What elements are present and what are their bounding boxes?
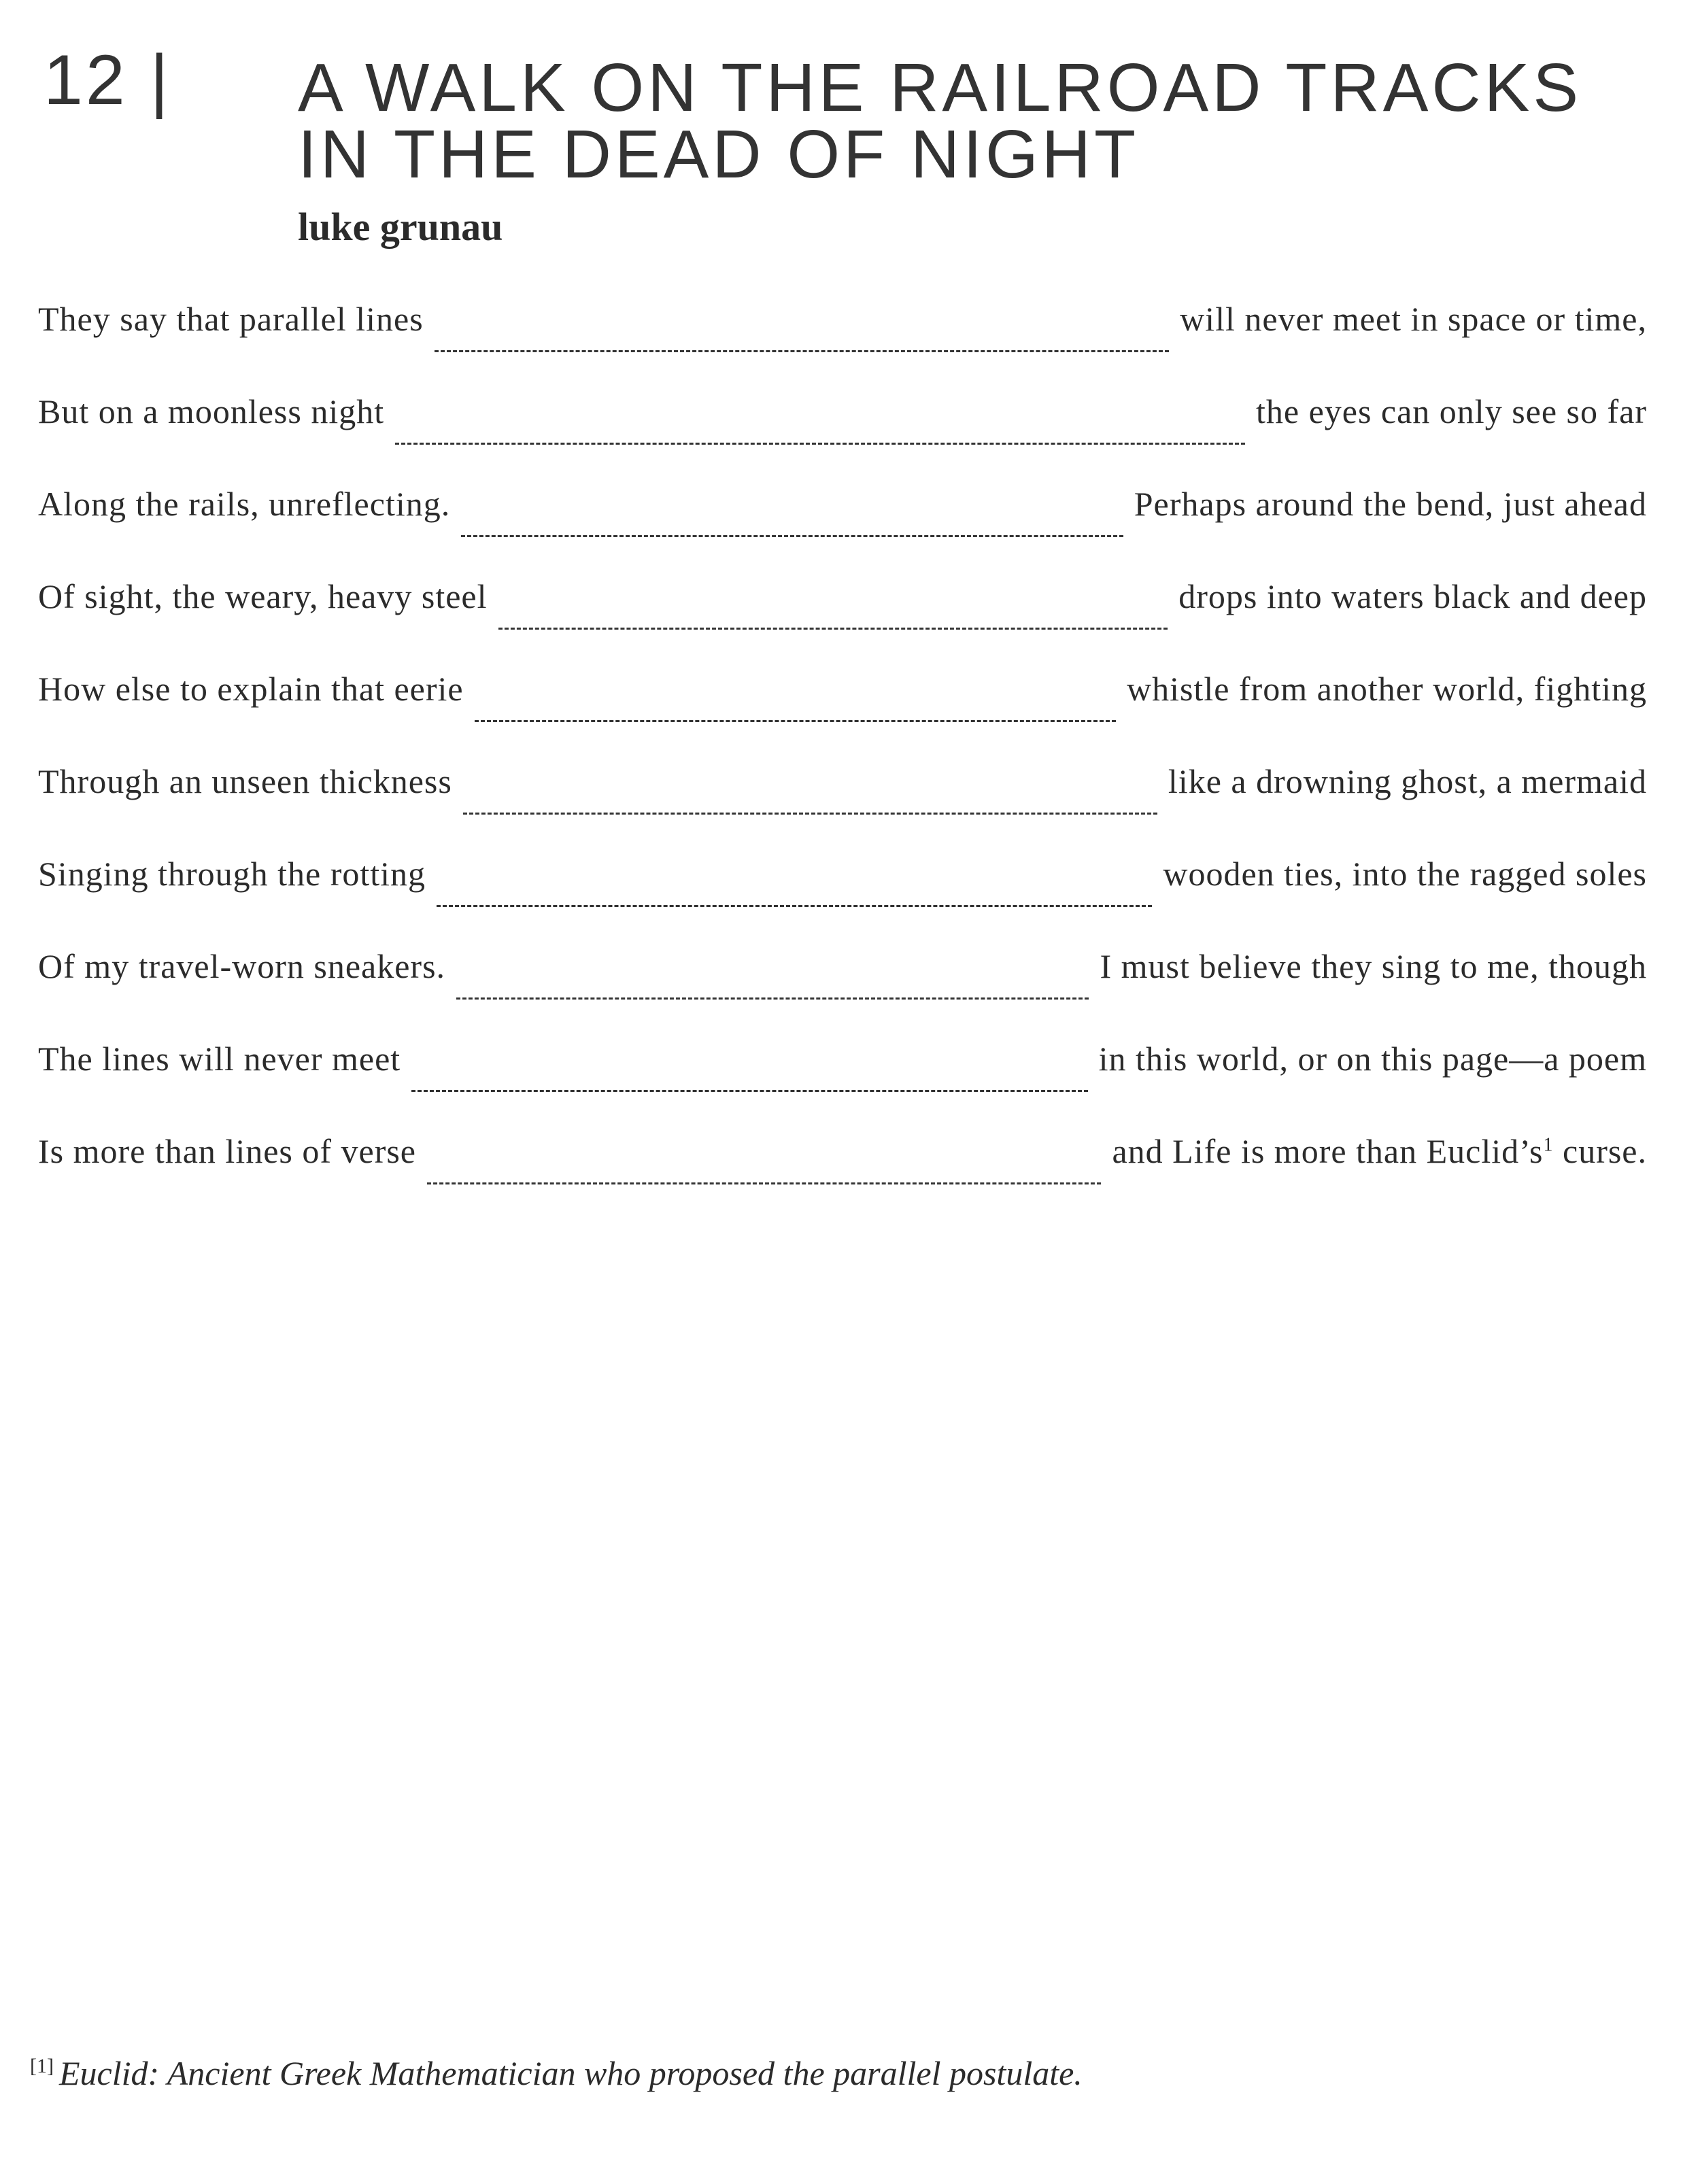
line-left-text: Along the rails, unreflecting. [38, 485, 451, 523]
line-left-text: Singing through the rotting [38, 855, 426, 893]
dashed-rule [437, 905, 1152, 907]
dashed-rule [456, 997, 1089, 1000]
poem-line [38, 762, 1647, 854]
line-left-text: Of my travel-worn sneakers. [38, 947, 446, 985]
poem-line [38, 392, 1647, 484]
footnote [30, 2053, 1083, 2093]
poem-title-line-1: A WALK ON THE RAILROAD TRACKS [298, 50, 1582, 126]
poem-line [38, 854, 1647, 946]
footnote-reference: 1 [1543, 1134, 1554, 1156]
dashed-rule [411, 1090, 1088, 1092]
poem-line [38, 1039, 1647, 1131]
poem-line [38, 577, 1647, 669]
footnote-text: Euclid: Ancient Greek Mathematician who proposed the parallel postulate. [58, 2054, 1083, 2092]
dashed-rule [463, 813, 1157, 815]
footnote-marker: [1] [30, 2055, 54, 2078]
poem-title-line-2: IN THE DEAD OF NIGHT [298, 116, 1140, 192]
poem-line [38, 946, 1647, 1039]
line-left-text: But on a moonless night [38, 392, 385, 430]
author-name: luke grunau [298, 205, 503, 249]
line-right-text: the eyes can only see so far [1256, 392, 1647, 430]
page-number: 12 | [44, 41, 171, 120]
poem-line [38, 1131, 1647, 1224]
euclid-text: and Life is more than Euclid’s [1112, 1132, 1544, 1170]
line-left-text: Through an unseen thickness [38, 762, 452, 800]
dashed-rule [461, 535, 1123, 537]
poem-body [38, 299, 1647, 1224]
poem-line [38, 299, 1647, 392]
line-right-text: whistle from another world, fighting [1126, 670, 1647, 708]
title-block [298, 50, 1590, 250]
line-left-text: The lines will never meet [38, 1040, 401, 1078]
dashed-rule [395, 443, 1245, 445]
line-left-text: How else to explain that eerie [38, 670, 464, 708]
line-left-text: Of sight, the weary, heavy steel [38, 577, 488, 615]
line-right-text: drops into waters black and deep [1178, 577, 1647, 615]
line-right-text: Perhaps around the bend, just ahead [1134, 485, 1647, 523]
dashed-rule [435, 350, 1169, 352]
line-right-text-final [1112, 1131, 1647, 1171]
line-left-text: They say that parallel lines [38, 300, 424, 338]
dashed-rule [475, 720, 1116, 722]
line-tail-text: curse. [1553, 1132, 1647, 1170]
poem-line [38, 669, 1647, 762]
dashed-rule [498, 628, 1168, 630]
line-left-text: Is more than lines of verse [38, 1132, 417, 1170]
line-right-text: like a drowning ghost, a mermaid [1168, 762, 1647, 800]
line-right-text: wooden ties, into the ragged soles [1163, 855, 1647, 893]
line-right-text: will never meet in space or time, [1180, 300, 1647, 338]
poem-line [38, 484, 1647, 577]
line-right-text: I must believe they sing to me, though [1100, 947, 1647, 985]
dashed-rule [427, 1182, 1101, 1184]
line-right-text: in this world, or on this page—a poem [1098, 1040, 1647, 1078]
